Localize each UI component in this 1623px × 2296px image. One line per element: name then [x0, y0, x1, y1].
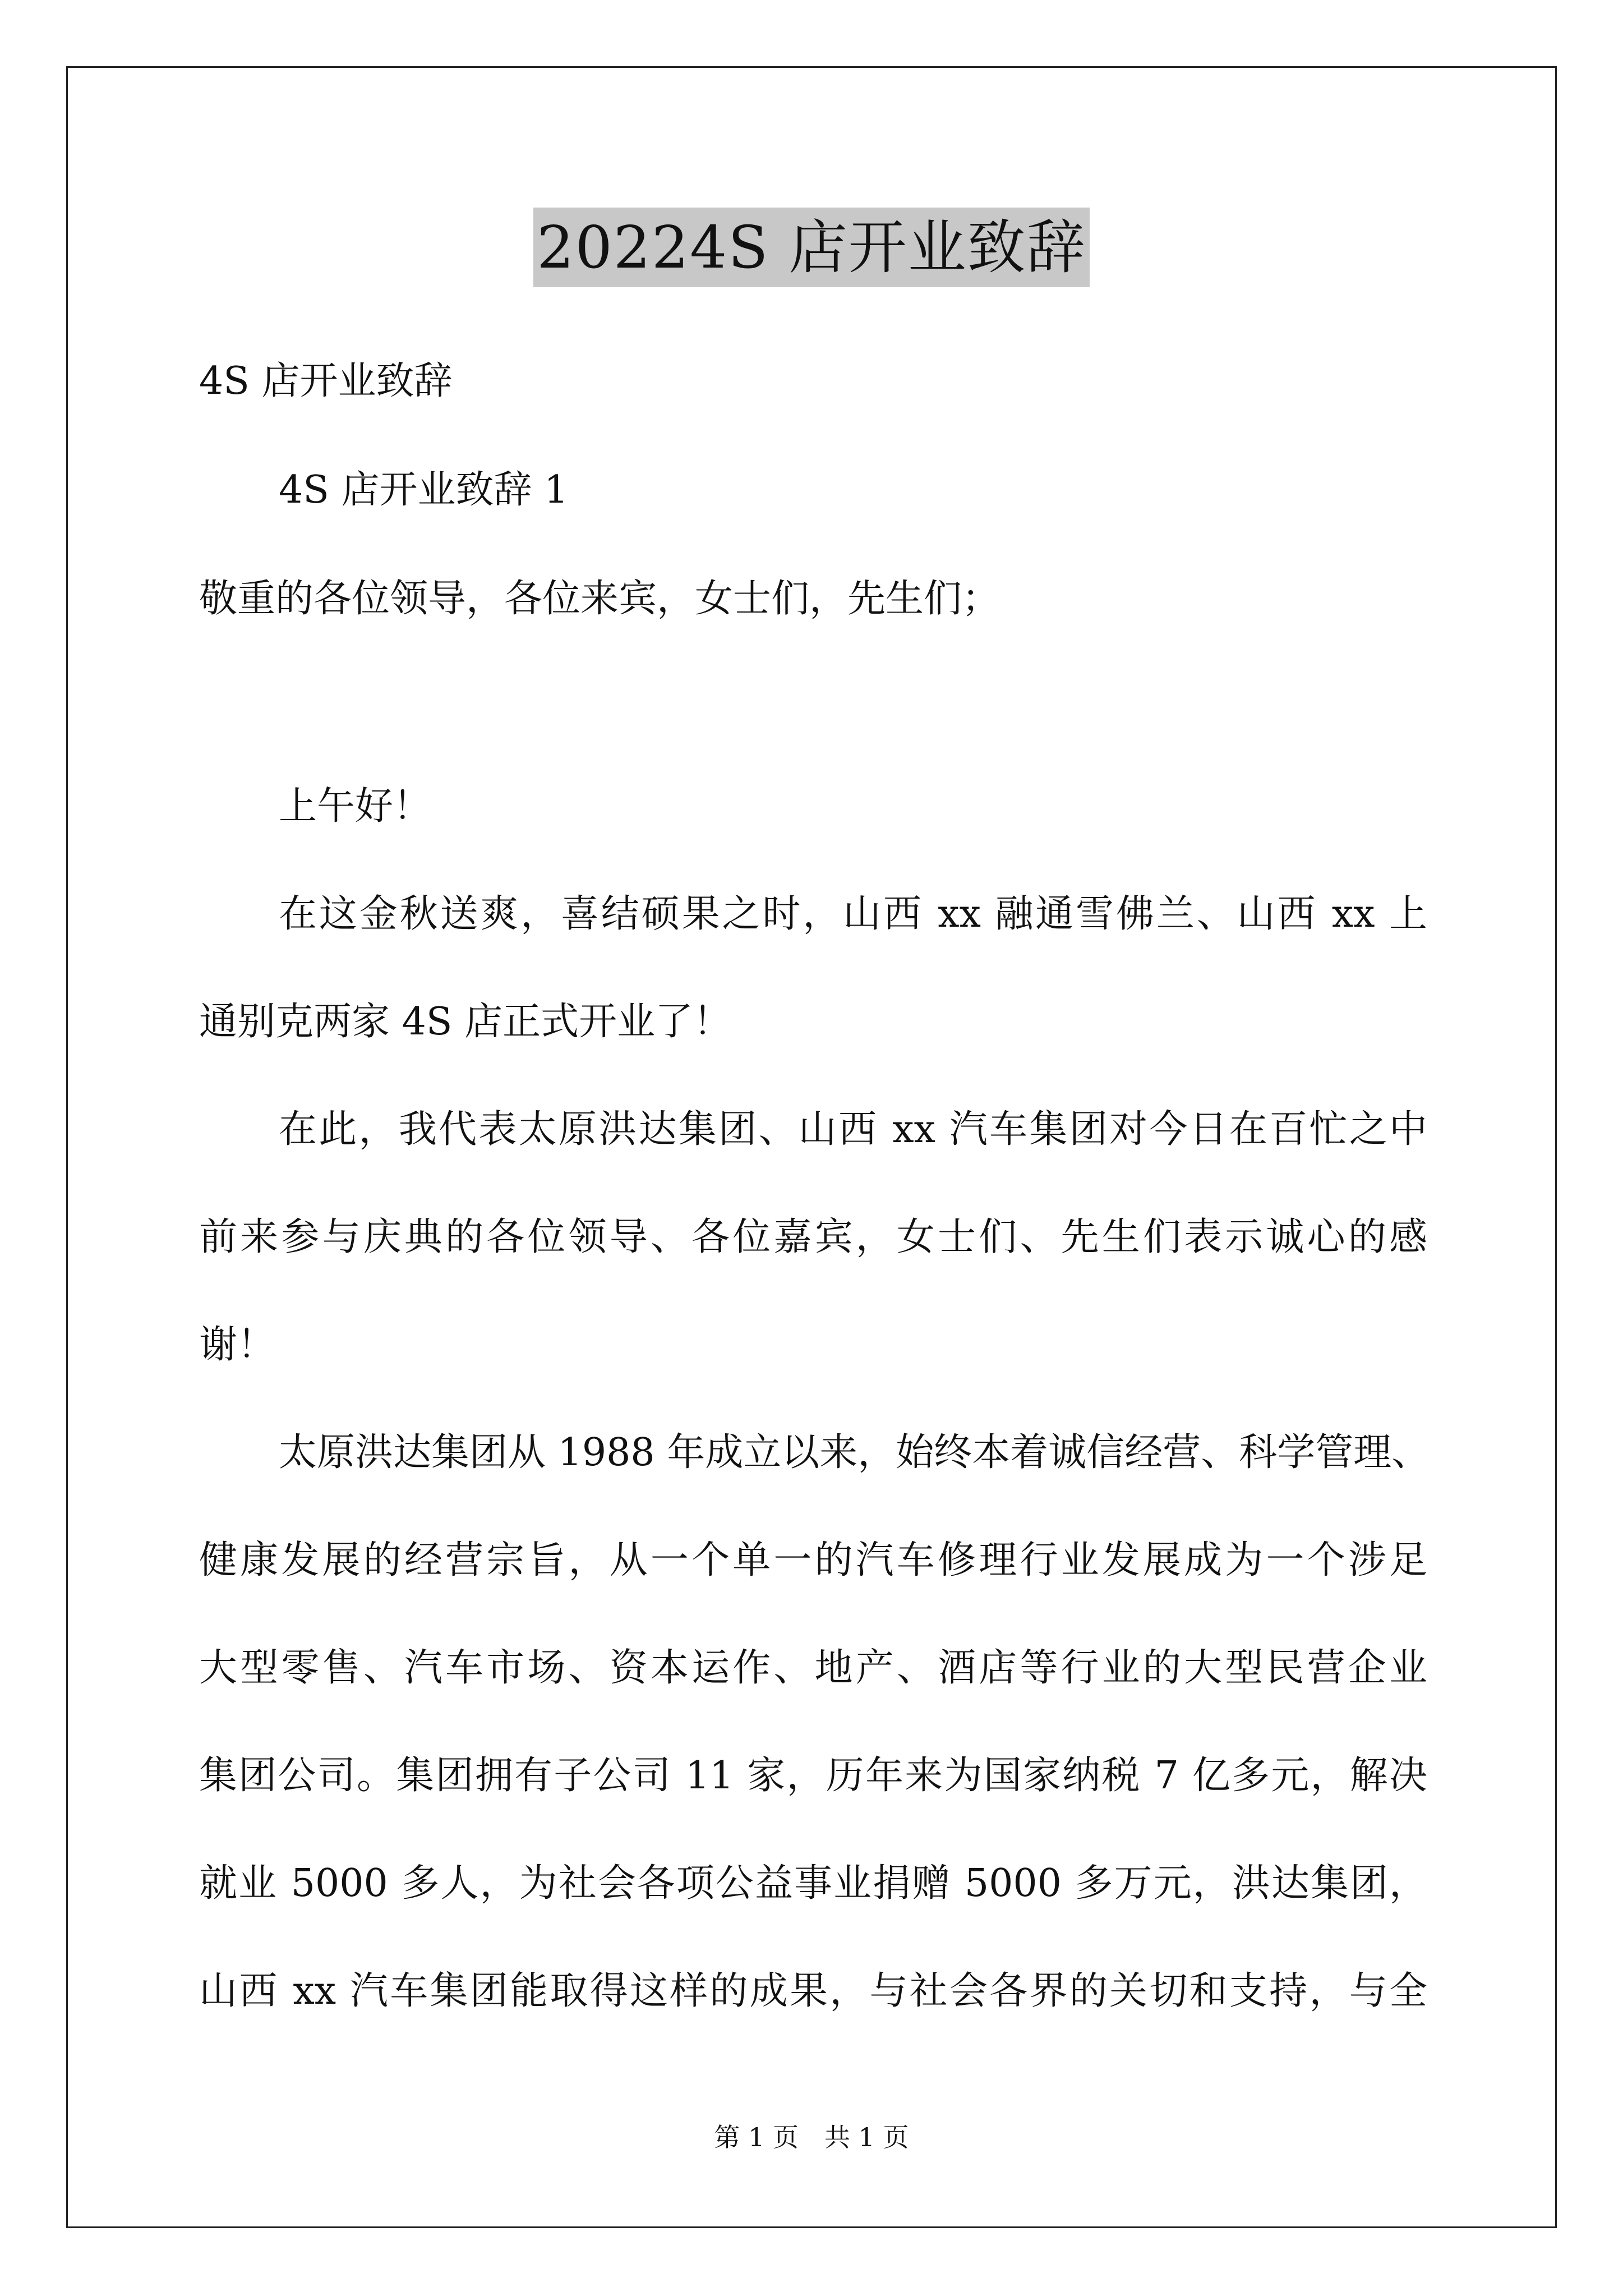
paragraph-line: 就业 5000 多人，为社会各项公益事业捐赠 5000 多万元，洪达集团，: [199, 1861, 1427, 1906]
document-title: 20224S 店开业致辞: [533, 208, 1089, 287]
title-container: [0, 208, 1623, 287]
salutation-line: 敬重的各位领导，各位来宾，女士们，先生们；: [199, 577, 1000, 621]
paragraph-line: 集团公司。集团拥有子公司 11 家，历年来为国家纳税 7 亿多元，解决: [199, 1754, 1427, 1798]
paragraph-line: 太原洪达集团从 1988 年成立以来，始终本着诚信经营、科学管理、: [279, 1430, 1430, 1475]
greeting-line: 上午好！: [279, 784, 432, 829]
section-heading: 4S 店开业致辞 1: [279, 468, 569, 512]
page-footer: 第 1 页 共 1 页: [714, 2122, 909, 2152]
paragraph-line: 谢！: [199, 1323, 276, 1367]
paragraph-line: 在这金秋送爽，喜结硕果之时，山西 xx 融通雪佛兰、山西 xx 上: [279, 892, 1427, 936]
paragraph-line: 山西 xx 汽车集团能取得这样的成果，与社会各界的关切和支持，与全: [199, 1969, 1427, 2013]
paragraph-line: 在此，我代表太原洪达集团、山西 xx 汽车集团对今日在百忙之中: [279, 1107, 1427, 1152]
paragraph-line: 健康发展的经营宗旨，从一个单一的汽车修理行业发展成为一个涉足: [199, 1538, 1427, 1582]
paragraph-line: 前来参与庆典的各位领导、各位嘉宾，女士们、先生们表示诚心的感: [199, 1215, 1427, 1259]
paragraph-line: 通别克两家 4S 店正式开业了！: [199, 1000, 732, 1044]
paragraph-line: 大型零售、汽车市场、资本运作、地产、酒店等行业的大型民营企业: [199, 1646, 1427, 1690]
document-subtitle: 4S 店开业致辞: [199, 359, 453, 403]
